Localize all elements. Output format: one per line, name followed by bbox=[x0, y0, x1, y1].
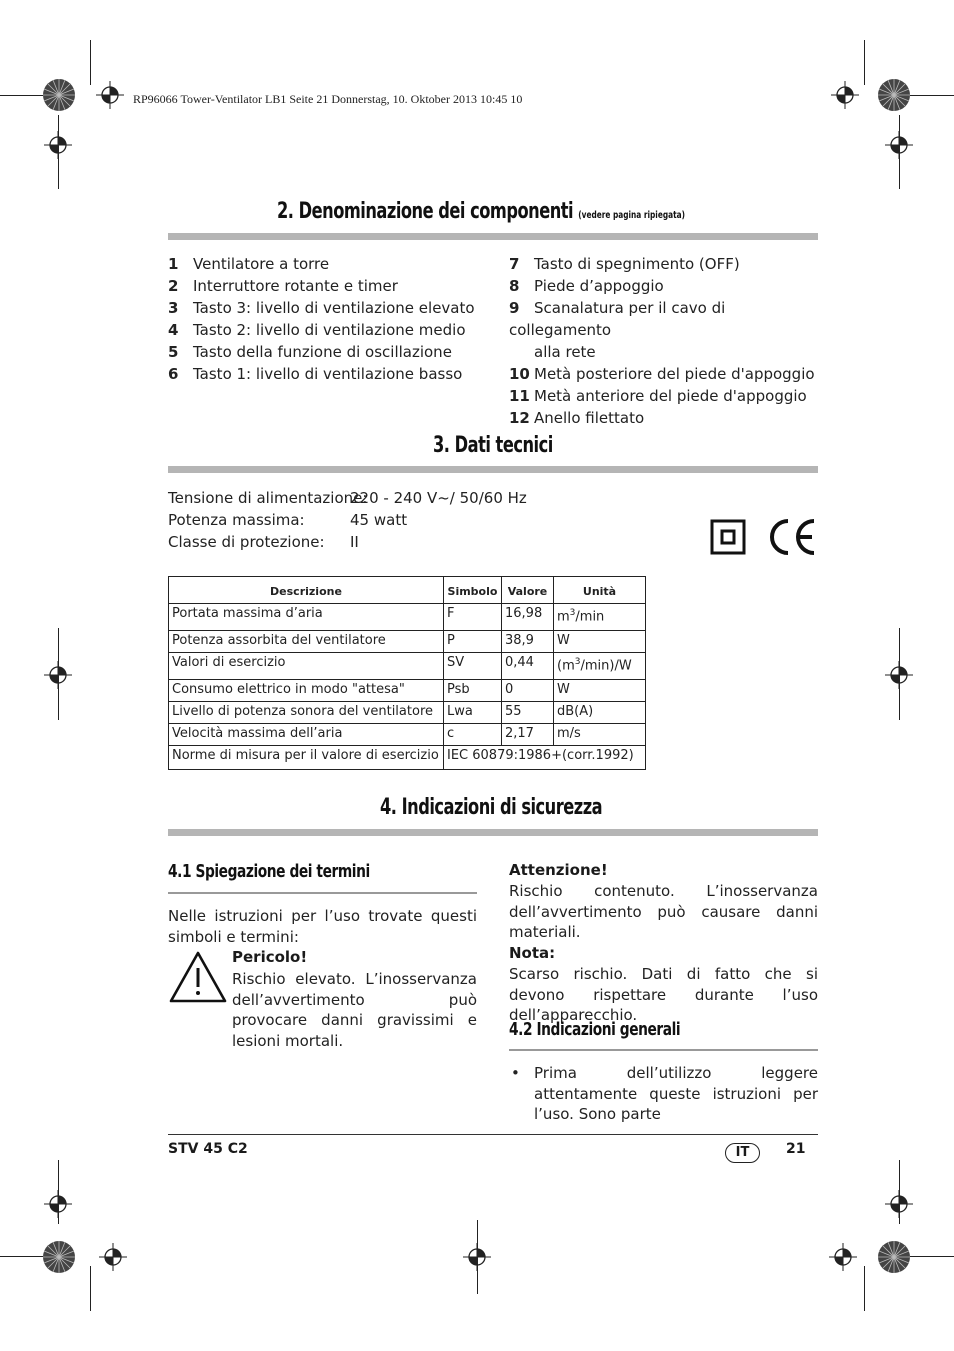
table-cell: m/s bbox=[554, 724, 646, 746]
print-header: RP96066 Tower-Ventilator LB1 Seite 21 Donnerstag, 10. Oktober 2013 10:45 10 bbox=[133, 92, 523, 106]
bullet-item bbox=[509, 1063, 818, 1125]
table-cell: Psb bbox=[444, 680, 502, 702]
color-rosette-icon bbox=[877, 78, 911, 112]
list-item-continuation: alla rete bbox=[534, 343, 596, 361]
table-cell: Valori di esercizio bbox=[169, 653, 444, 680]
section-2-note: (vedere pagina ripiegata) bbox=[578, 210, 685, 221]
item-number: 9 bbox=[509, 299, 520, 317]
spec-value: 45 watt bbox=[350, 511, 408, 529]
unit-superscript: 3 bbox=[569, 608, 576, 618]
table-cell: Consumo elettrico in modo "attesa" bbox=[169, 680, 444, 702]
crop-mark bbox=[910, 1256, 954, 1257]
list-item bbox=[509, 253, 819, 275]
list-item bbox=[168, 363, 478, 385]
section-divider bbox=[168, 829, 818, 836]
list-item bbox=[509, 297, 819, 341]
table-cell: SV bbox=[444, 653, 502, 680]
crop-mark bbox=[58, 628, 59, 720]
crop-mark bbox=[58, 115, 59, 189]
crop-mark bbox=[899, 115, 900, 189]
list-item bbox=[168, 253, 478, 275]
item-text: Tasto di spegnimento (OFF) bbox=[534, 255, 740, 273]
components-list-right bbox=[509, 253, 819, 429]
spec-label: Tensione di alimentazione: bbox=[168, 489, 368, 507]
table-cell bbox=[554, 604, 646, 631]
table-cell: 2,17 bbox=[502, 724, 554, 746]
table-cell: IEC 60879:1986+(corr.1992) bbox=[444, 746, 646, 770]
table-cell: F bbox=[444, 604, 502, 631]
item-number: 4 bbox=[168, 321, 179, 339]
table-row bbox=[169, 746, 646, 770]
ce-mark-icon bbox=[768, 518, 818, 556]
table-header: Valore bbox=[502, 577, 554, 604]
crop-mark bbox=[899, 1160, 900, 1224]
attention-text: Rischio contenuto. L’inosservanza dell’avvertimento può causare danni materiali. bbox=[509, 882, 818, 941]
list-item bbox=[509, 275, 819, 297]
table-header: Descrizione bbox=[169, 577, 444, 604]
table-cell: 38,9 bbox=[502, 631, 554, 653]
crop-mark bbox=[864, 40, 865, 85]
item-text: Tasto della funzione di oscillazione bbox=[193, 343, 452, 361]
section-4-title: 4. Indicazioni di sicurezza bbox=[380, 795, 603, 820]
footer-divider bbox=[168, 1134, 818, 1135]
crop-mark bbox=[90, 40, 91, 85]
spec-row bbox=[168, 531, 588, 553]
crop-mark bbox=[58, 1160, 59, 1224]
bullet-text: Prima dell’utilizzo leggere attentamente queste istruzioni per l’uso. Sono parte bbox=[534, 1064, 818, 1123]
table-row bbox=[169, 724, 646, 746]
intro-paragraph: Nelle istruzioni per l’uso trovate questi simboli e termini: bbox=[168, 907, 477, 946]
list-item bbox=[509, 363, 819, 385]
item-number: 6 bbox=[168, 365, 179, 383]
list-item bbox=[168, 297, 478, 319]
list-item bbox=[168, 319, 478, 341]
item-number: 5 bbox=[168, 343, 179, 361]
item-number: 8 bbox=[509, 277, 520, 295]
spec-label: Classe di protezione: bbox=[168, 533, 325, 551]
components-list-left bbox=[168, 253, 478, 385]
protection-class-ii-icon bbox=[710, 519, 746, 555]
item-number: 10 bbox=[509, 365, 530, 383]
unit-superscript: 3 bbox=[574, 657, 581, 667]
section-2-title: 2. Denominazione dei componenti bbox=[277, 199, 574, 224]
table-cell: c bbox=[444, 724, 502, 746]
technical-data-table bbox=[168, 576, 646, 770]
section-divider bbox=[168, 466, 818, 473]
unit-text: /min)/W bbox=[580, 658, 632, 674]
item-text: Piede d’appoggio bbox=[534, 277, 664, 295]
attention-label: Attenzione! bbox=[509, 861, 608, 879]
crop-mark bbox=[910, 95, 954, 96]
item-text: Scanalatura per il cavo di collegamento bbox=[509, 299, 726, 339]
section-divider bbox=[168, 233, 818, 240]
table-row bbox=[169, 653, 646, 680]
spec-value: II bbox=[350, 533, 359, 551]
item-number: 3 bbox=[168, 299, 179, 317]
spec-value: 220 - 240 V~/ 50/60 Hz bbox=[350, 489, 527, 507]
spec-list bbox=[168, 487, 588, 553]
table-cell: Livello di potenza sonora del ventilatore bbox=[169, 702, 444, 724]
language-badge: IT bbox=[725, 1143, 760, 1163]
unit-text: (m bbox=[557, 658, 575, 674]
table-cell bbox=[554, 653, 646, 680]
color-rosette-icon bbox=[877, 1240, 911, 1274]
table-cell: W bbox=[554, 680, 646, 702]
item-text: Metà anteriore del piede d'appoggio bbox=[534, 387, 807, 405]
item-number: 7 bbox=[509, 255, 520, 273]
table-row bbox=[169, 604, 646, 631]
unit-text: m bbox=[557, 609, 570, 625]
spec-row bbox=[168, 509, 588, 531]
crop-mark bbox=[864, 1266, 865, 1311]
crop-mark bbox=[90, 1266, 91, 1311]
table-cell: P bbox=[444, 631, 502, 653]
table-cell: Lwa bbox=[444, 702, 502, 724]
registration-mark-icon bbox=[99, 1243, 127, 1271]
table-cell: Velocità massima dell’aria bbox=[169, 724, 444, 746]
subsection-divider bbox=[168, 892, 477, 894]
table-cell: 55 bbox=[502, 702, 554, 724]
crop-mark bbox=[0, 95, 44, 96]
table-cell: Potenza assorbita del ventilatore bbox=[169, 631, 444, 653]
table-row bbox=[169, 680, 646, 702]
color-rosette-icon bbox=[42, 1240, 76, 1274]
registration-mark-icon bbox=[96, 81, 124, 109]
crop-mark bbox=[899, 628, 900, 720]
subsection-4-1-title: 4.1 Spiegazione dei termini bbox=[168, 861, 370, 882]
item-number: 12 bbox=[509, 409, 530, 427]
section-2-heading bbox=[277, 199, 685, 224]
item-text: Tasto 2: livello di ventilazione medio bbox=[193, 321, 466, 339]
item-text: Tasto 1: livello di ventilazione basso bbox=[193, 365, 463, 383]
item-number: 2 bbox=[168, 277, 179, 295]
subsection-divider bbox=[509, 1049, 818, 1051]
danger-label: Pericolo! bbox=[232, 948, 308, 966]
table-cell: dB(A) bbox=[554, 702, 646, 724]
table-row bbox=[169, 631, 646, 653]
spec-row bbox=[168, 487, 588, 509]
table-cell: 0,44 bbox=[502, 653, 554, 680]
list-item bbox=[509, 385, 819, 407]
list-item bbox=[509, 407, 819, 429]
bullet-icon: • bbox=[511, 1064, 520, 1082]
table-cell: 16,98 bbox=[502, 604, 554, 631]
section-3-title: 3. Dati tecnici bbox=[433, 433, 553, 458]
item-text: Metà posteriore del piede d'appoggio bbox=[534, 365, 815, 383]
spec-label: Potenza massima: bbox=[168, 511, 305, 529]
warning-triangle-icon bbox=[168, 950, 228, 1004]
registration-mark-icon bbox=[831, 81, 859, 109]
danger-text: Rischio elevato. L’inosservanza dell’avvertimento può provocare danni gravissimi e lesioni mortali. bbox=[232, 970, 477, 1050]
item-number: 11 bbox=[509, 387, 530, 405]
table-cell: Norme di misura per il valore di esercizio bbox=[169, 746, 444, 770]
subsection-4-2-title: 4.2 Indicazioni generali bbox=[509, 1019, 681, 1040]
item-text: Interruttore rotante e timer bbox=[193, 277, 398, 295]
list-item bbox=[168, 275, 478, 297]
table-cell: Portata massima d’aria bbox=[169, 604, 444, 631]
table-row bbox=[169, 702, 646, 724]
table-cell: 0 bbox=[502, 680, 554, 702]
item-number: 1 bbox=[168, 255, 179, 273]
table-header: Unità bbox=[554, 577, 646, 604]
registration-mark-icon bbox=[829, 1243, 857, 1271]
table-cell: W bbox=[554, 631, 646, 653]
list-item bbox=[168, 341, 478, 363]
table-header-row bbox=[169, 577, 646, 604]
item-text: Anello filettato bbox=[534, 409, 645, 427]
unit-text: /min bbox=[575, 609, 605, 625]
item-text: Ventilatore a torre bbox=[193, 255, 330, 273]
crop-mark bbox=[0, 1256, 44, 1257]
table-header: Simbolo bbox=[444, 577, 502, 604]
color-rosette-icon bbox=[42, 78, 76, 112]
note-text: Scarso rischio. Dati di fatto che si devono rispettare durante l’uso dell’apparecchio. bbox=[509, 965, 818, 1024]
page-number: 21 bbox=[786, 1141, 806, 1157]
item-text: Tasto 3: livello di ventilazione elevato bbox=[193, 299, 475, 317]
note-label: Nota: bbox=[509, 944, 556, 962]
footer-model: STV 45 C2 bbox=[168, 1141, 248, 1157]
crop-mark bbox=[477, 1220, 478, 1294]
